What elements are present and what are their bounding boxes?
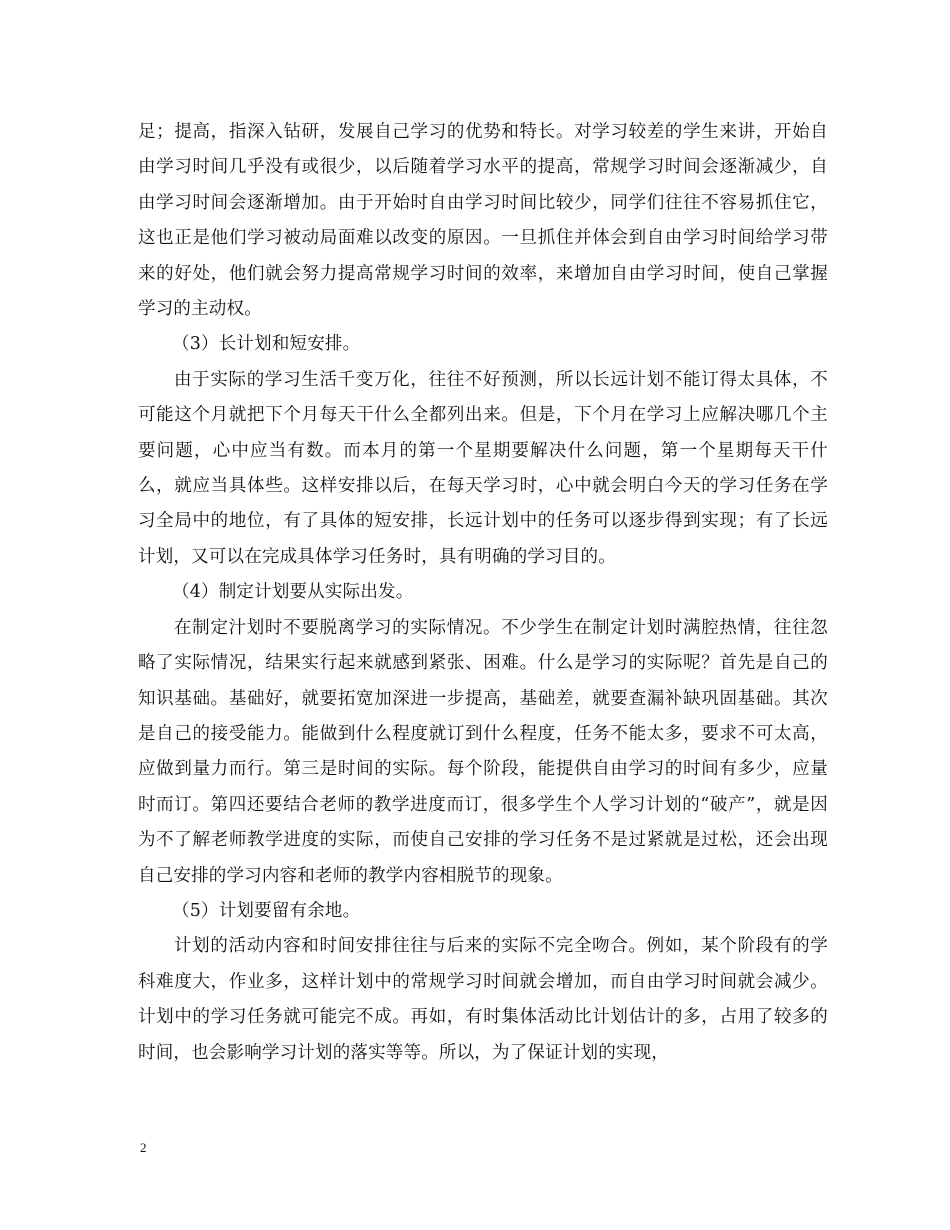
section-heading-4: （4）制定计划要从实际出发。: [172, 582, 414, 603]
paragraph-long-short-plan: 由于实际的学习生活千变万化，往往不好预测，所以长远计划不能订得太具体，不可能这个月就把下个月每天干什么全都列出来。但是，下个月在学习上应解决哪几个主要问题，心中应当有数。而本月的第一个星期要解决什么问题，第一个星期每天干什么，就应当具体些。这样安排以后，在每天学习时，心中就会明白今天的学习任务在学习全局中的地位，有了具体的短安排，长远计划中的任务可以逐步得到实现；有了长远计划，又可以在完成具体学习任务时，具有明确的学习目的。: [138, 369, 828, 567]
paragraph-leave-margin: 计划的活动内容和时间安排往往与后来的实际不完全吻合。例如，某个阶段有的学科难度大，作业多，这样计划中的常规学习时间就会增加，而自由学习时间就会减少。计划中的学习任务就可能完不成。再如，有时集体活动比计划估计的多，占用了较多的时间，也会影响学习计划的落实等等。所以，为了保证计划的实现，: [138, 936, 828, 1063]
page-number: 2: [140, 1140, 147, 1155]
paragraph-continuation: 足；提高，指深入钻研，发展自己学习的优势和特长。对学习较差的学生来讲，开始自由学习时间几乎没有或很少，以后随着学习水平的提高，常规学习时间会逐渐减少，自由学习时间会逐渐增加。由于开始时自由学习时间比较少，同学们往往不容易抓住它，这也正是他们学习被动局面难以改变的原因。一旦抓住并体会到自由学习时间给学习带来的好处，他们就会努力提高常规学习时间的效率，来增加自由学习时间，使自己掌握学习的主动权。: [138, 122, 828, 320]
section-heading-5: （5）计划要留有余地。: [172, 900, 361, 921]
document-body: [138, 115, 828, 1071]
section-heading-3: （3）长计划和短安排。: [172, 334, 361, 355]
paragraph-realistic-plan: 在制定汁划时不要脱离学习的实际情况。不少学生在制定计划时满腔热情，往往忽略了实际情况，结果实行起来就感到紧张、困难。什么是学习的实际呢？首先是自己的知识基础。基础好，就要拓宽加深进一步提高，基础差，就要查漏补缺巩固基础。其次是自己的接受能力。能做到什么程度就订到什么程度，任务不能太多，要求不可太高，应做到量力而行。第三是时间的实际。每个阶段，能提供自由学习的时间有多少，应量时而订。第四还要结合老师的教学进度而订，很多学生个人学习计划的“破产”，就是因为不了解老师教学进度的实际，而使自己安排的学习任务不是过紧就是过松，还会出现自己安排的学习内容和老师的教学内容相脱节的现象。: [138, 617, 828, 886]
